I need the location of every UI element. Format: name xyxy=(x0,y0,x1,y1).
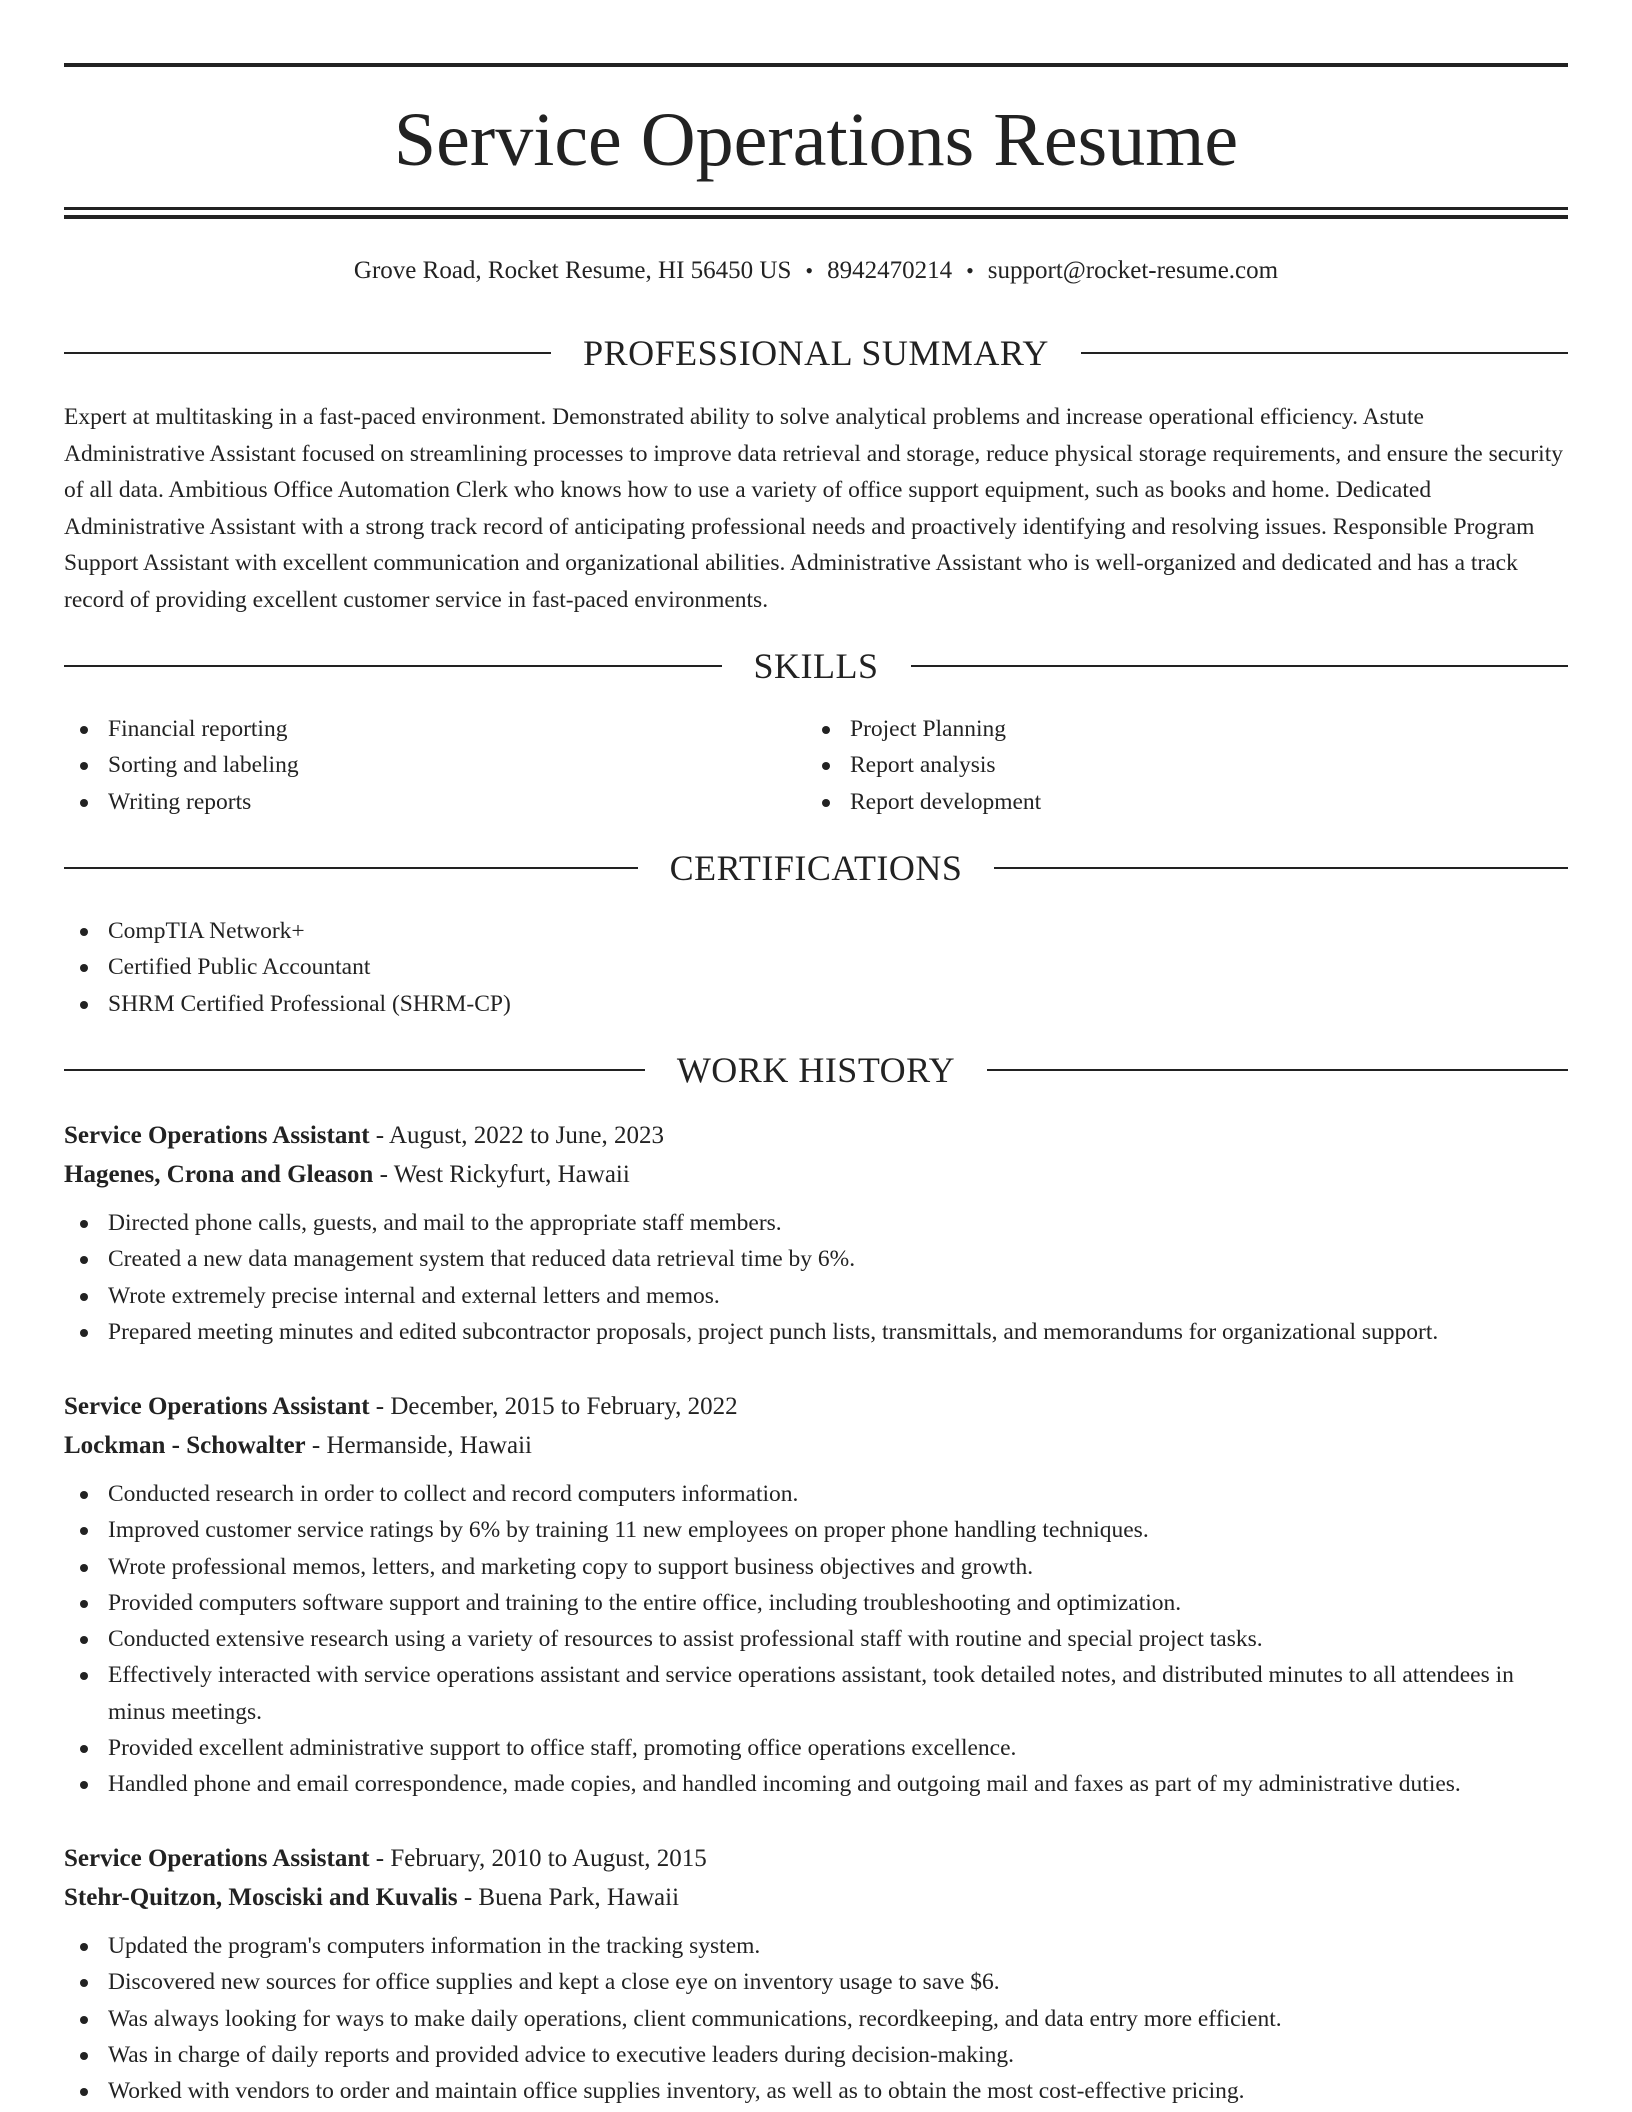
section-heading-skills xyxy=(64,644,1568,688)
skill-item: Report analysis xyxy=(806,747,1546,783)
job-entry xyxy=(64,1387,1568,1803)
section-title: CERTIFICATIONS xyxy=(669,848,963,888)
skill-item: Report development xyxy=(806,784,1546,820)
job-bullet: Created a new data management system that reduced data retrieval time by 6%. xyxy=(64,1241,1568,1277)
job-bullet-list xyxy=(64,1928,1568,2109)
job-bullet: Effectively interacted with service operations assistant and service operations assistant, took detailed notes, and distributed minutes to all attendees in minus meetings. xyxy=(64,1657,1568,1730)
job-location: West Rickyfurt, Hawaii xyxy=(393,1161,630,1188)
contact-line xyxy=(64,254,1568,288)
job-location: Buena Park, Hawaii xyxy=(478,1884,680,1911)
job-bullet: Conducted research in order to collect and record computers information. xyxy=(64,1476,1568,1512)
job-company: Stehr-Quitzon, Mosciski and Kuvalis xyxy=(64,1884,458,1911)
job-dates: February, 2010 to August, 2015 xyxy=(390,1845,707,1872)
section-title: SKILLS xyxy=(753,646,879,686)
job-company: Lockman - Schowalter xyxy=(64,1432,306,1459)
job-bullet: Was in charge of daily reports and provided advice to executive leaders during decision-making. xyxy=(64,2037,1568,2073)
job-entry xyxy=(64,1839,1568,2109)
job-bullet: Wrote extremely precise internal and external letters and memos. xyxy=(64,1278,1568,1314)
job-title-line: Service Operations Assistant - August, 2022 to June, 2023 xyxy=(64,1122,664,1149)
section-heading-work-history xyxy=(64,1048,1568,1092)
job-company-line: Hagenes, Crona and Gleason - West Rickyfurt, Hawaii xyxy=(64,1161,630,1188)
heading-rule xyxy=(1081,352,1568,354)
heading-rule xyxy=(64,665,722,667)
job-bullet: Was always looking for ways to make daily operations, client communications, recordkeeping, and data entry more efficient. xyxy=(64,2001,1568,2037)
contact-separator: • xyxy=(805,258,814,283)
certification-item: CompTIA Network+ xyxy=(64,913,1568,949)
contact-address: Grove Road, Rocket Resume, HI 56450 US xyxy=(353,257,792,284)
job-bullet: Handled phone and email correspondence, made copies, and handled incoming and outgoing mail and faxes as part of my administrative duties. xyxy=(64,1766,1568,1802)
page-title: Service Operations Resume xyxy=(393,98,1239,182)
contact-email: support@rocket-resume.com xyxy=(987,257,1279,284)
top-rule xyxy=(64,63,1568,67)
job-bullet-list xyxy=(64,1205,1568,1350)
job-bullet: Improved customer service ratings by 6% by training 11 new employees on proper phone handling techniques. xyxy=(64,1512,1568,1548)
certification-item: Certified Public Accountant xyxy=(64,949,1568,985)
section-title: PROFESSIONAL SUMMARY xyxy=(583,333,1049,373)
heading-rule xyxy=(987,1069,1568,1071)
heading-rule xyxy=(64,867,638,869)
job-company-line: Stehr-Quitzon, Mosciski and Kuvalis - Buena Park, Hawaii xyxy=(64,1884,680,1911)
certifications-list xyxy=(64,913,1568,1022)
skills-list-right xyxy=(806,711,1546,820)
job-company-line: Lockman - Schowalter - Hermanside, Hawaii xyxy=(64,1432,532,1459)
heading-rule xyxy=(64,352,551,354)
section-heading-certifications xyxy=(64,846,1568,890)
contact-separator: • xyxy=(966,258,974,283)
heading-rule xyxy=(994,867,1568,869)
job-location: Hermanside, Hawaii xyxy=(326,1432,532,1459)
job-bullet: Directed phone calls, guests, and mail to the appropriate staff members. xyxy=(64,1205,1568,1241)
certification-item: SHRM Certified Professional (SHRM-CP) xyxy=(64,986,1568,1022)
heading-rule xyxy=(911,665,1569,667)
skill-item: Project Planning xyxy=(806,711,1546,747)
summary-text: Expert at multitasking in a fast-paced environment. Demonstrated ability to solve analytical problems and increase operational efficiency. Astute Administrative Assistant focused on streamlining processes to improve data retrieval and storage, reduce physical storage requirements, and ensure the security of all data. Ambitious Office Automation Clerk who knows how to use a variety of office support equipment, such as books and home. Dedicated Administrative Assistant with a strong track record of anticipating professional needs and proactively identifying and resolving issues. Responsible Program Support Assistant with excellent communication and organizational abilities. Administrative Assistant who is well-organized and dedicated and has a track record of providing excellent customer service in fast-paced environments. xyxy=(64,404,1563,613)
job-entry xyxy=(64,1116,1568,1350)
job-bullet: Worked with vendors to order and maintain office supplies inventory, as well as to obtain the most cost-effective pricing. xyxy=(64,2073,1568,2109)
skill-item: Writing reports xyxy=(64,784,804,820)
job-bullet: Provided computers software support and training to the entire office, including troubleshooting and optimization. xyxy=(64,1585,1568,1621)
skill-item: Sorting and labeling xyxy=(64,747,804,783)
heading-rule xyxy=(64,1069,645,1071)
job-title-line: Service Operations Assistant - December, 2015 to February, 2022 xyxy=(64,1393,738,1420)
job-title: Service Operations Assistant xyxy=(64,1393,370,1420)
job-bullet: Conducted extensive research using a variety of resources to assist professional staff with routine and special project tasks. xyxy=(64,1621,1568,1657)
section-title: WORK HISTORY xyxy=(676,1050,956,1090)
title-rule-upper xyxy=(64,207,1568,210)
job-title-line: Service Operations Assistant - February, 2010 to August, 2015 xyxy=(64,1845,707,1872)
skill-item: Financial reporting xyxy=(64,711,804,747)
job-bullet: Provided excellent administrative support to office staff, promoting office operations excellence. xyxy=(64,1730,1568,1766)
job-bullet: Prepared meeting minutes and edited subcontractor proposals, project punch lists, transmittals, and memorandums for organizational support. xyxy=(64,1314,1568,1350)
job-bullet: Wrote professional memos, letters, and marketing copy to support business objectives and growth. xyxy=(64,1549,1568,1585)
job-dates: August, 2022 to June, 2023 xyxy=(389,1122,664,1149)
job-company: Hagenes, Crona and Gleason xyxy=(64,1161,374,1188)
job-bullet: Discovered new sources for office supplies and kept a close eye on inventory usage to save $6. xyxy=(64,1964,1568,2000)
job-title: Service Operations Assistant xyxy=(64,1845,370,1872)
skills-list-left xyxy=(64,711,804,820)
job-bullet: Updated the program's computers information in the tracking system. xyxy=(64,1928,1568,1964)
job-bullet-list xyxy=(64,1476,1568,1803)
contact-phone: 8942470214 xyxy=(827,257,953,284)
section-heading-summary xyxy=(64,331,1568,375)
title-rule-lower xyxy=(64,215,1568,219)
job-dates: December, 2015 to February, 2022 xyxy=(390,1393,738,1420)
job-title: Service Operations Assistant xyxy=(64,1122,370,1149)
